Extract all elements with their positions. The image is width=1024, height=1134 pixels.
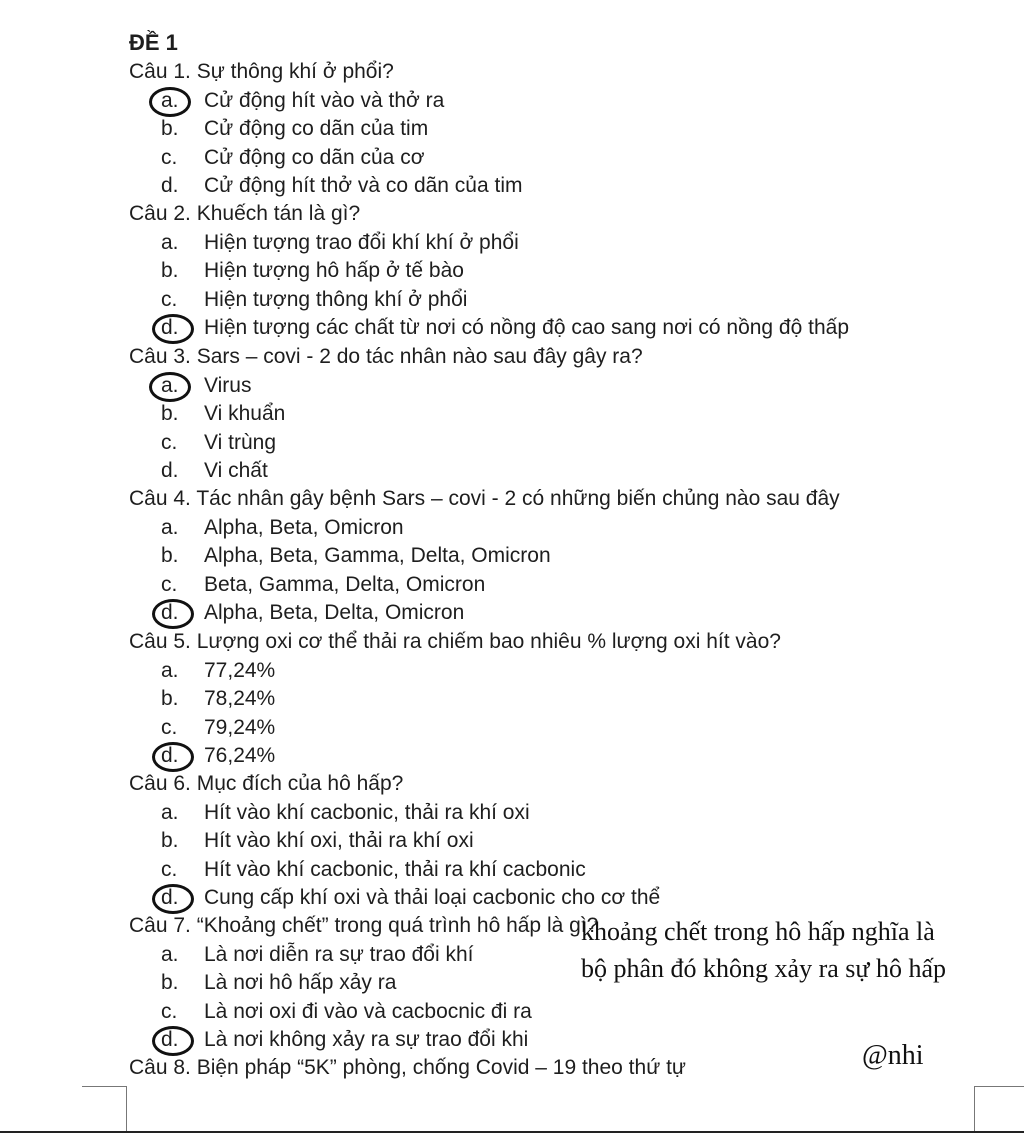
option-text: Alpha, Beta, Gamma, Delta, Omicron bbox=[204, 544, 551, 567]
handwritten-note-line-1: khoảng chết trong hô hấp nghĩa là bbox=[581, 917, 935, 946]
option-letter: d. bbox=[161, 459, 179, 482]
option-letter: d. bbox=[161, 744, 179, 767]
question-4: Câu 4. Tác nhân gây bệnh Sars – covi - 2 có những biến chủng nào sau đây bbox=[129, 487, 840, 510]
option-text: Cử động co dãn của tim bbox=[204, 117, 429, 140]
option-letter: c. bbox=[161, 857, 178, 881]
question-7: Câu 7. “Khoảng chết” trong quá trình hô hấp là gì? bbox=[129, 914, 599, 937]
question-2: Câu 2. Khuếch tán là gì? bbox=[129, 202, 361, 225]
option-text: Vi khuẩn bbox=[204, 402, 286, 425]
question-4-option-d bbox=[161, 601, 464, 625]
question-6-option-d bbox=[161, 886, 660, 910]
question-7-option-d bbox=[161, 1028, 528, 1052]
option-text: Vi chất bbox=[204, 459, 268, 482]
option-text: Hít vào khí cacbonic, thải ra khí cacbonic bbox=[204, 857, 586, 881]
question-7-option-c bbox=[161, 1000, 532, 1024]
option-text: Hít vào khí oxi, thải ra khí oxi bbox=[204, 829, 474, 852]
question-7-option-b bbox=[161, 971, 396, 995]
option-text: Là nơi oxi đi vào và cacbocnic đi ra bbox=[204, 999, 532, 1023]
page-title: ĐỀ 1 bbox=[129, 30, 178, 55]
page-corner-mark-right bbox=[974, 1086, 1024, 1132]
question-8: Câu 8. Biện pháp “5K” phòng, chống Covid – 19 theo thứ tự bbox=[129, 1056, 686, 1079]
option-text: Hiện tượng hô hấp ở tế bào bbox=[204, 259, 464, 282]
option-letter: b. bbox=[161, 402, 179, 425]
option-text: Là nơi không xảy ra sự trao đổi khi bbox=[204, 1028, 529, 1051]
question-2-option-c bbox=[161, 288, 467, 312]
option-letter: b. bbox=[161, 117, 179, 140]
option-text: 78,24% bbox=[204, 687, 276, 710]
question-4-option-a bbox=[161, 516, 404, 540]
question-1-option-a bbox=[161, 89, 444, 113]
question-3-option-b bbox=[161, 402, 285, 426]
option-text: Là nơi diễn ra sự trao đổi khí bbox=[204, 942, 474, 966]
option-letter: a. bbox=[161, 942, 179, 966]
question-5-option-c bbox=[161, 716, 275, 740]
option-letter: a. bbox=[161, 515, 179, 539]
option-text: 76,24% bbox=[204, 744, 276, 767]
option-letter: b. bbox=[161, 259, 179, 282]
option-text: Alpha, Beta, Omicron bbox=[204, 515, 404, 539]
option-letter: c. bbox=[161, 430, 178, 454]
question-5-option-a bbox=[161, 659, 275, 683]
page-corner-mark-left bbox=[82, 1086, 127, 1132]
option-letter: a. bbox=[161, 230, 179, 254]
option-letter: a. bbox=[161, 800, 179, 824]
answer-circle-mark bbox=[152, 314, 194, 344]
question-4-option-b bbox=[161, 544, 551, 568]
option-text: Cử động hít thở và co dãn của tim bbox=[204, 174, 523, 197]
option-text: Là nơi hô hấp xảy ra bbox=[204, 971, 397, 994]
option-text: Beta, Gamma, Delta, Omicron bbox=[204, 572, 486, 596]
option-text: Hiện tượng trao đổi khí khí ở phổi bbox=[204, 230, 519, 254]
question-6: Câu 6. Mục đích của hô hấp? bbox=[129, 772, 404, 795]
option-text: Hiện tượng các chất từ nơi có nồng độ cao sang nơi có nồng độ thấp bbox=[204, 316, 850, 339]
option-letter: c. bbox=[161, 145, 178, 169]
question-3: Câu 3. Sars – covi - 2 do tác nhân nào sau đây gây ra? bbox=[129, 345, 643, 368]
option-letter: b. bbox=[161, 687, 179, 710]
option-letter: d. bbox=[161, 886, 179, 909]
option-text: Vi trùng bbox=[204, 430, 276, 454]
question-3-option-c bbox=[161, 431, 276, 455]
handwritten-note-line-2: bộ phân đó không xảy ra sự hô hấp bbox=[581, 954, 947, 983]
question-2-option-d bbox=[161, 316, 849, 340]
question-1-option-d bbox=[161, 174, 523, 198]
option-letter: a. bbox=[161, 373, 179, 397]
question-1-option-b bbox=[161, 117, 428, 141]
question-6-option-b bbox=[161, 829, 474, 853]
answer-circle-mark bbox=[152, 1026, 194, 1056]
question-3-option-d bbox=[161, 459, 268, 483]
signature: @nhi bbox=[862, 1040, 924, 1071]
answer-circle-mark bbox=[152, 742, 194, 772]
question-2-option-b bbox=[161, 259, 464, 283]
question-5: Câu 5. Lượng oxi cơ thể thải ra chiếm bao nhiêu % lượng oxi hít vào? bbox=[129, 630, 781, 653]
option-letter: c. bbox=[161, 715, 178, 739]
option-letter: a. bbox=[161, 88, 179, 112]
option-text: Cung cấp khí oxi và thải loại cacbonic cho cơ thể bbox=[204, 886, 661, 909]
question-1: Câu 1. Sự thông khí ở phổi? bbox=[129, 60, 394, 83]
option-text: Hiện tượng thông khí ở phổi bbox=[204, 287, 468, 311]
question-7-option-a bbox=[161, 943, 473, 967]
option-letter: c. bbox=[161, 287, 178, 311]
question-1-option-c bbox=[161, 146, 424, 170]
option-text: Cử động hít vào và thở ra bbox=[204, 88, 445, 112]
question-2-option-a bbox=[161, 231, 519, 255]
answer-circle-mark bbox=[149, 87, 191, 117]
option-letter: d. bbox=[161, 174, 179, 197]
question-5-option-b bbox=[161, 687, 275, 711]
answer-circle-mark bbox=[149, 372, 191, 402]
question-4-option-c bbox=[161, 573, 485, 597]
answer-circle-mark bbox=[152, 884, 194, 914]
option-text: 79,24% bbox=[204, 715, 276, 739]
option-letter: a. bbox=[161, 658, 179, 682]
option-text: 77,24% bbox=[204, 658, 276, 682]
option-letter: c. bbox=[161, 999, 178, 1023]
option-letter: b. bbox=[161, 971, 179, 994]
option-letter: d. bbox=[161, 316, 179, 339]
page-bottom-edge bbox=[0, 1131, 1024, 1133]
question-6-option-a bbox=[161, 801, 530, 825]
option-text: Cử động co dãn của cơ bbox=[204, 145, 425, 169]
option-letter: b. bbox=[161, 829, 179, 852]
option-letter: d. bbox=[161, 601, 179, 624]
option-letter: c. bbox=[161, 572, 178, 596]
question-6-option-c bbox=[161, 858, 586, 882]
option-text: Virus bbox=[204, 373, 252, 397]
answer-circle-mark bbox=[152, 599, 194, 629]
option-letter: d. bbox=[161, 1028, 179, 1051]
option-letter: b. bbox=[161, 544, 179, 567]
option-text: Hít vào khí cacbonic, thải ra khí oxi bbox=[204, 800, 530, 824]
option-text: Alpha, Beta, Delta, Omicron bbox=[204, 601, 465, 624]
